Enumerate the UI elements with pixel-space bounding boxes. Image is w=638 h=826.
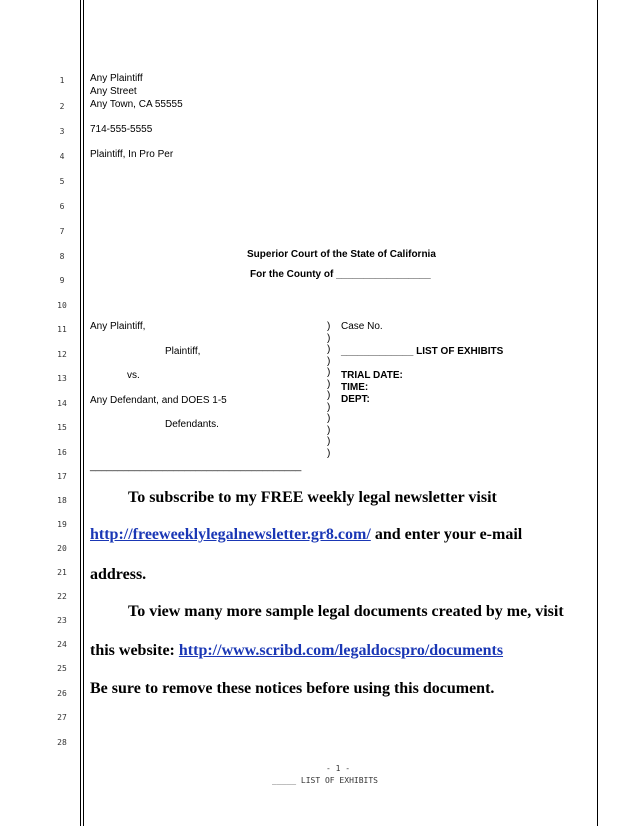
left-margin-rule-2 <box>83 0 84 826</box>
notice-line-2 <box>90 526 522 544</box>
caption-paren: ) <box>327 436 331 447</box>
attorney-street: Any Street <box>90 86 137 97</box>
attorney-name: Any Plaintiff <box>90 73 143 84</box>
caption-paren: ) <box>327 378 331 390</box>
line-number: 27 <box>57 713 67 722</box>
line-number: 20 <box>57 544 67 553</box>
line-number: 5 <box>59 177 65 186</box>
court-name: Superior Court of the State of California <box>247 249 436 260</box>
document-title-blank: _____________ <box>341 346 414 357</box>
attorney-role: Plaintiff, In Pro Per <box>90 149 174 160</box>
caption-paren: ) <box>327 447 331 459</box>
line-number: 1 <box>59 76 65 85</box>
caption-paren: ) <box>327 424 331 436</box>
line-number: 26 <box>57 689 67 698</box>
line-number: 11 <box>57 325 67 334</box>
caption-paren: ) <box>327 355 331 367</box>
line-number: 12 <box>57 350 67 359</box>
caption-vs: vs. <box>127 370 140 381</box>
caption-plaintiff-label: Plaintiff, <box>165 346 201 357</box>
left-margin-rule-1 <box>80 0 81 826</box>
notice-line-1: To subscribe to my FREE weekly legal newsletter visit <box>128 489 497 506</box>
line-number: 16 <box>57 448 67 457</box>
line-number: 10 <box>57 301 67 310</box>
caption-underline: ______________________________________ <box>90 461 302 472</box>
line-number: 22 <box>57 592 67 601</box>
caption-paren: ) <box>327 390 331 401</box>
line-number: 9 <box>59 276 65 285</box>
notice-line-4: To view many more sample legal documents created by me, visit <box>128 603 564 620</box>
line-number: 23 <box>57 616 67 625</box>
line-number: 25 <box>57 664 67 673</box>
line-number: 17 <box>57 472 67 481</box>
line-number: 8 <box>59 252 65 261</box>
line-number: 13 <box>57 374 67 383</box>
scribd-link[interactable]: http://www.scribd.com/legaldocspro/documents <box>178 642 504 659</box>
newsletter-link[interactable]: http://freeweeklylegalnewsletter.gr8.com/ <box>90 526 371 543</box>
case-number: Case No. <box>341 321 383 332</box>
notice-line-5 <box>90 642 503 660</box>
notice-line-6: Be sure to remove these notices before using this document. <box>90 680 495 697</box>
trial-time: TIME: <box>341 382 369 393</box>
line-number: 14 <box>57 399 67 408</box>
notice-line-3: address. <box>90 566 147 583</box>
court-county: For the County of _________________ <box>250 269 431 280</box>
document-title <box>341 346 503 357</box>
line-number: 4 <box>59 152 65 161</box>
attorney-city: Any Town, CA 55555 <box>90 99 183 110</box>
caption-paren: ) <box>327 401 331 413</box>
caption-plaintiff: Any Plaintiff, <box>90 321 146 332</box>
line-number: 6 <box>59 202 65 211</box>
caption-paren: ) <box>327 413 331 424</box>
caption-paren: ) <box>327 321 331 332</box>
notice-line-2-text: and enter your e-mail <box>374 526 523 543</box>
caption-defendants-label: Defendants. <box>165 419 219 430</box>
line-number: 18 <box>57 496 67 505</box>
line-number: 15 <box>57 423 67 432</box>
line-number: 2 <box>59 102 65 111</box>
line-number: 28 <box>57 738 67 747</box>
attorney-phone: 714-555-5555 <box>90 124 153 135</box>
trial-dept: DEPT: <box>341 394 370 405</box>
right-margin-rule <box>597 0 598 826</box>
caption-defendant: Any Defendant, and DOES 1-5 <box>90 395 227 406</box>
document-title-text: LIST OF EXHIBITS <box>416 346 504 357</box>
line-number: 19 <box>57 520 67 529</box>
caption-paren: ) <box>327 344 331 355</box>
notice-line-5-text: this website: <box>90 642 175 659</box>
line-number: 21 <box>57 568 67 577</box>
page-number: - 1 - <box>326 764 351 773</box>
line-number: 7 <box>59 227 65 236</box>
line-number: 3 <box>59 127 65 136</box>
caption-paren: ) <box>327 332 331 344</box>
caption-paren: ) <box>327 367 331 378</box>
trial-date: TRIAL DATE: <box>341 370 403 381</box>
footer-title: _____ LIST OF EXHIBITS <box>272 776 378 785</box>
line-number: 24 <box>57 640 67 649</box>
